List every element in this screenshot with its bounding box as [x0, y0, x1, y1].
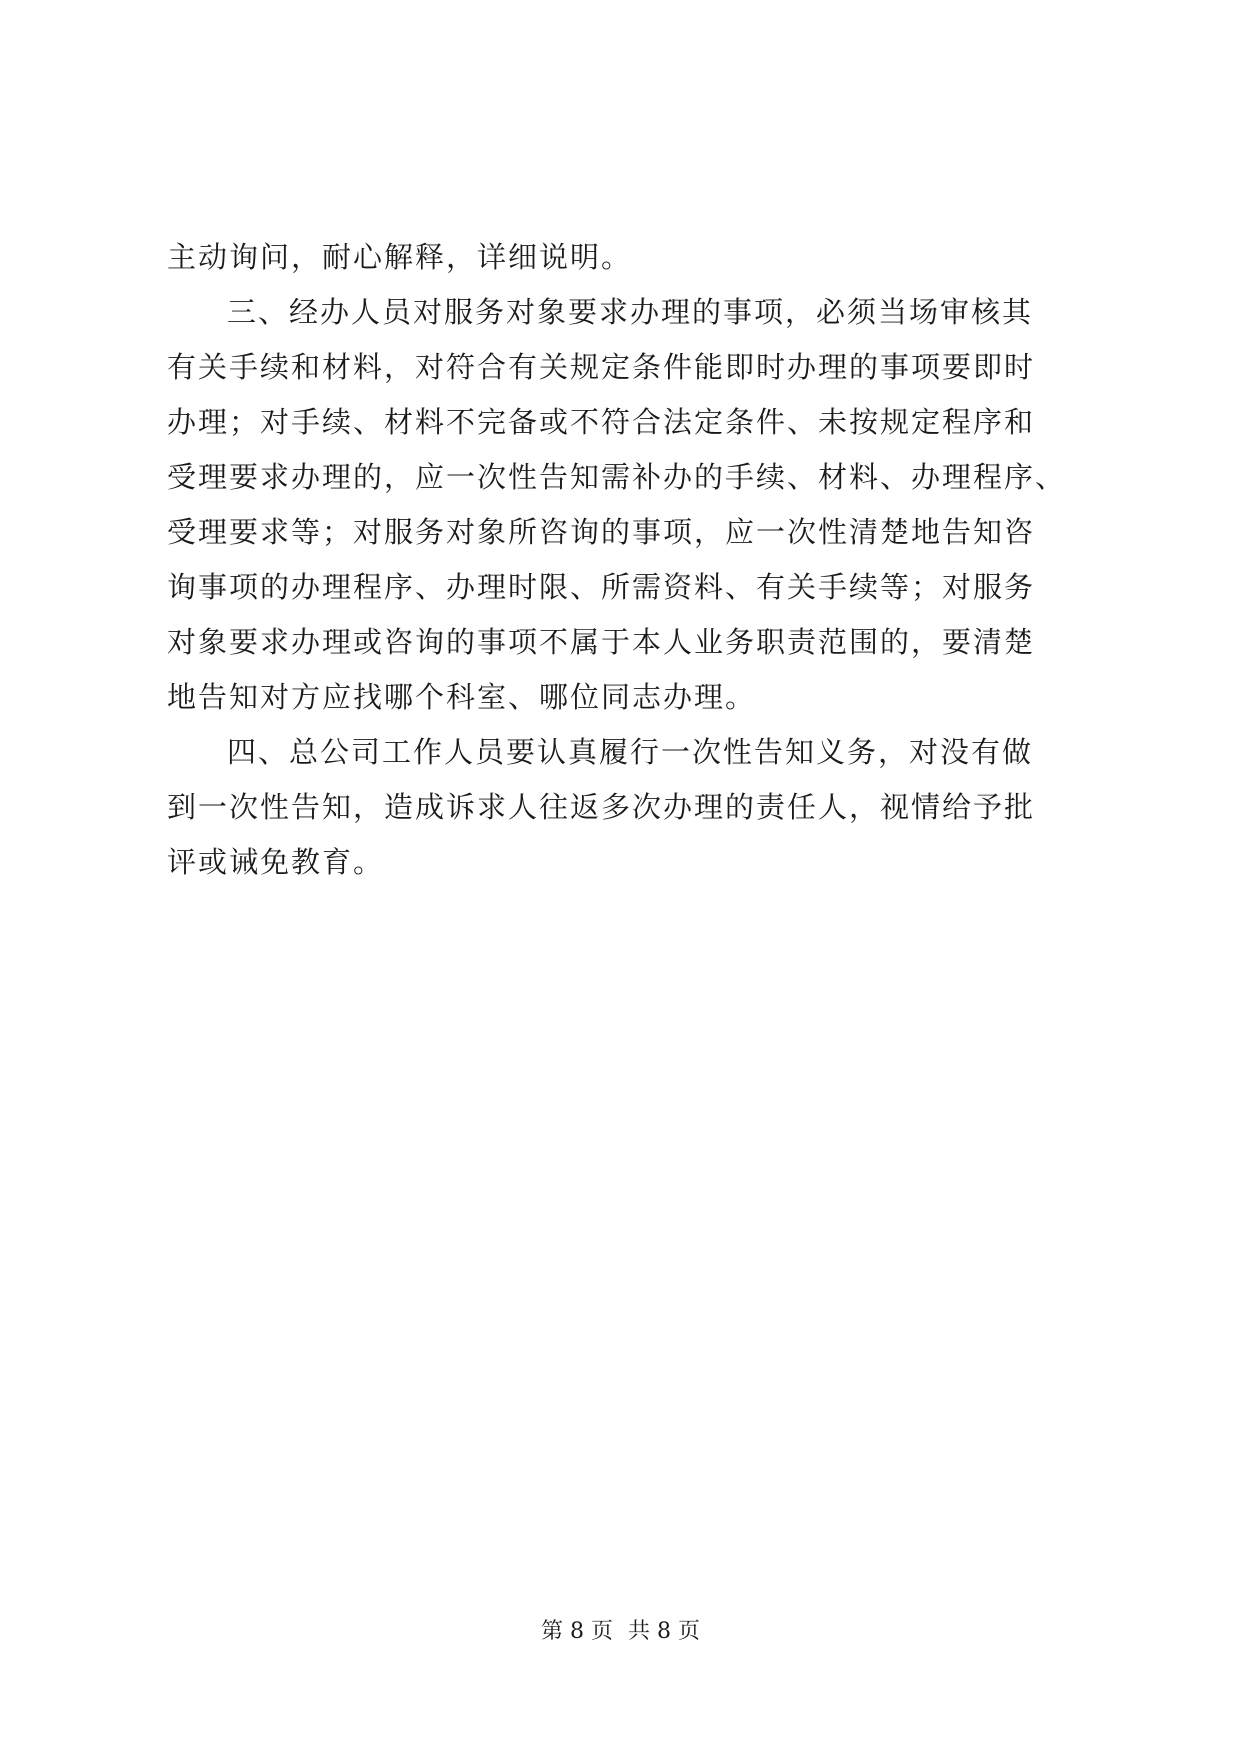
text-line: 询事项的办理程序、办理时限、所需资料、有关手续等；对服务 — [167, 570, 1036, 604]
text-line: 受理要求等；对服务对象所咨询的事项，应一次性清楚地告知咨 — [167, 515, 1036, 549]
paragraph-three-start: 三、经办人员对服务对象要求办理的事项，必须当场审核其 — [227, 295, 1034, 329]
page-footer — [0, 1614, 1241, 1645]
text-line: 对象要求办理或咨询的事项不属于本人业务职责范围的，要清楚 — [167, 625, 1036, 659]
text-line: 主动询问，耐心解释，详细说明。 — [167, 240, 633, 274]
page-total: 共 8 页 — [628, 1619, 700, 1644]
text-line: 有关手续和材料，对符合有关规定条件能即时办理的事项要即时 — [167, 350, 1036, 384]
text-line: 办理；对手续、材料不完备或不符合法定条件、未按规定程序和 — [167, 405, 1036, 439]
document-body — [167, 230, 1079, 890]
text-line: 地告知对方应找哪个科室、哪位同志办理。 — [167, 680, 757, 714]
page-number: 第 8 页 — [541, 1619, 613, 1644]
text-line: 受理要求办理的，应一次性告知需补办的手续、材料、办理程序、 — [167, 460, 1067, 494]
paragraph-four-start: 四、总公司工作人员要认真履行一次性告知义务，对没有做 — [227, 735, 1034, 769]
text-line: 到一次性告知，造成诉求人往返多次办理的责任人，视情给予批 — [167, 790, 1036, 824]
text-line: 评或诫免教育。 — [167, 845, 385, 879]
